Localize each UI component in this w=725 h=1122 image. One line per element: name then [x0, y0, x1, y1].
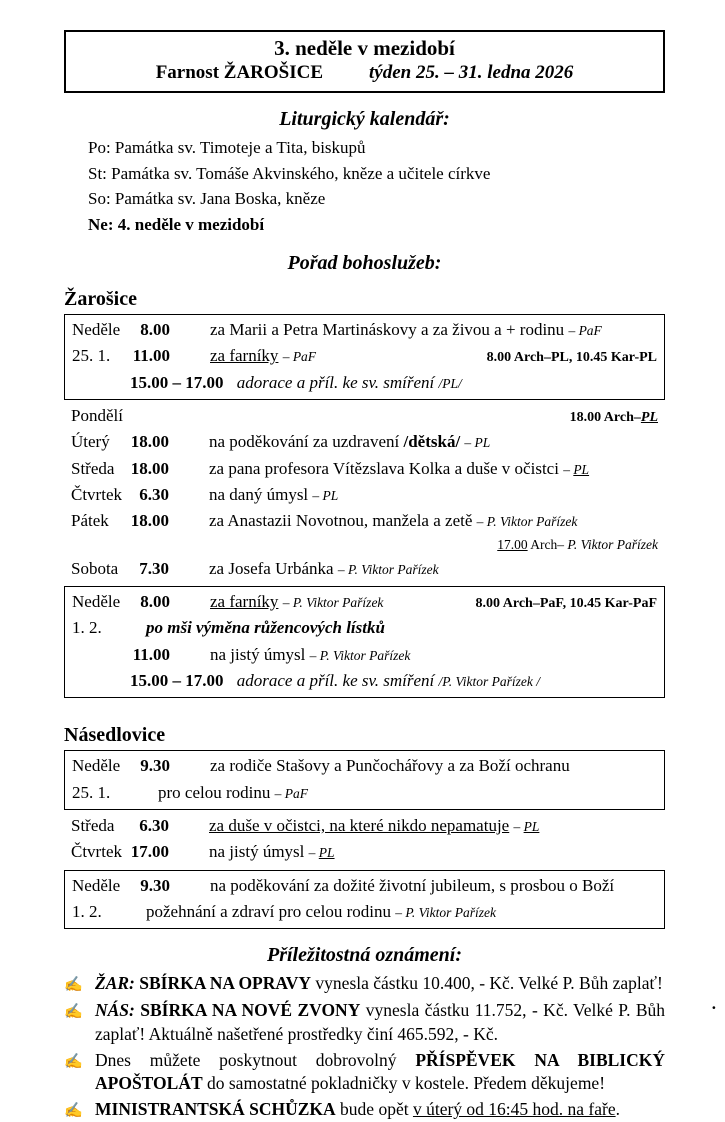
intention-text	[209, 508, 658, 534]
liturgical-item-so: So: Památka sv. Jana Boska, kněze	[88, 189, 326, 208]
side-masses-note: 8.00 Arch–PL, 10.45 Kar-PL	[486, 350, 657, 366]
announcement-rest: vynesla částku 11.752, - Kč. Velké P. Bůh zaplať! Aktuálně našetřené prostředky činí 465.592, - Kč.	[95, 1000, 666, 1044]
time-label: 18.00	[130, 511, 169, 531]
celebrant-note: – PaF	[568, 323, 602, 338]
intention: na poděkování za dožité životní jubileum, s prosbou o Boží	[210, 875, 615, 895]
writing-hand-icon: ✍	[64, 1103, 83, 1120]
intention-text	[130, 899, 657, 925]
liturgical-item-po: Po: Památka sv. Timoteje a Tita, biskupů	[88, 138, 366, 157]
schedule-row	[71, 813, 658, 839]
announcement-text	[95, 972, 665, 995]
adoration-row	[130, 668, 657, 694]
day-label: Neděle	[72, 756, 121, 776]
announcement-underlined: v úterý od 16:45 hod. na faře	[412, 1099, 616, 1120]
schedule-row	[72, 642, 657, 668]
schedule-row	[71, 556, 658, 582]
celebrant-note: – P. Viktor Pařízek	[476, 514, 578, 530]
time-label: 9.30	[140, 875, 170, 895]
intention-text	[209, 556, 658, 582]
announcement-title: SBÍRKA NA OPRAVY	[139, 973, 312, 994]
celebrant-note: – PaF	[274, 785, 308, 801]
intention-text	[210, 589, 466, 615]
time-label: 6.30	[139, 816, 169, 836]
intention: za farníky	[210, 346, 279, 366]
time-range: 15.00 – 17.00	[130, 671, 224, 691]
liturgical-item-st: St: Památka sv. Tomáše Akvinského, kněze a učitele církve	[88, 163, 491, 183]
celebrant-note: – PL	[464, 435, 491, 451]
celebrant-note: – PL	[308, 845, 335, 861]
celebrant-note: – P. Viktor Pařízek	[337, 561, 439, 577]
time-label: 8.00	[140, 320, 170, 339]
day-label: Úterý	[71, 432, 110, 452]
adoration-row	[130, 370, 657, 396]
time-label: 8.00	[140, 592, 170, 612]
intention: na jistý úmysl	[209, 842, 305, 862]
schedule-row	[72, 668, 657, 694]
priest-abbrev: PL	[640, 410, 658, 426]
day-label: Sobota	[71, 558, 119, 578]
schedule-row	[72, 873, 657, 899]
day-label: Pondělí	[71, 406, 123, 426]
intention-text	[210, 317, 657, 343]
corner-mark: .	[711, 994, 716, 1013]
celebrant-note: – P. Viktor Pařízek	[282, 595, 384, 611]
intention-text	[209, 456, 658, 482]
time-label: 11.00	[132, 644, 170, 664]
time-label: 6.30	[139, 485, 169, 505]
intention: za rodiče Stašovy a Punčochářovy a za Boží ochranu	[210, 756, 570, 776]
schedule-row	[72, 343, 657, 369]
writing-hand-icon: ✍	[64, 1053, 83, 1070]
parish-name: Farnost ŽAROŠICE	[155, 62, 324, 83]
zarosice-sunday1-box	[64, 314, 665, 400]
intention: za duše v očistci, na které nikdo nepamatuje	[209, 816, 510, 836]
announcement-item	[64, 1049, 665, 1096]
event-note	[130, 615, 657, 641]
zarosice-heading: Žarošice	[64, 288, 137, 310]
intention-text	[210, 873, 657, 899]
schedule-row	[72, 589, 657, 615]
intention: za farníky	[210, 592, 279, 612]
announcement-title: SBÍRKA NA NOVÉ ZVONY	[140, 1000, 361, 1021]
time-label: 9.30	[140, 756, 170, 776]
schedule-row	[72, 753, 657, 779]
intention-text	[130, 780, 657, 806]
announcement-tag: ŽAR:	[95, 973, 135, 994]
announcement-end: .	[615, 1099, 620, 1120]
celebrant-note: – PL	[563, 461, 590, 477]
intention: za Anastazii Novotnou, manžela a zetě	[209, 511, 473, 531]
nasedlovice-sunday1-box	[64, 750, 665, 810]
side-masses-note	[560, 407, 658, 429]
celebrant-note: – P. Viktor Pařízek	[395, 905, 496, 921]
time-label: 18.00	[130, 458, 169, 478]
week-range: týden 25. – 31. ledna 2026	[369, 62, 574, 83]
intention: za Marii a Petra Martináskovy a za živou a + rodinu	[210, 320, 565, 339]
schedule-row	[72, 899, 657, 925]
nasedlovice-heading: Násedlovice	[64, 724, 166, 747]
schedule-row	[72, 615, 657, 641]
day-label: Středa	[71, 816, 115, 836]
schedule-heading: Pořad bohoslužeb:	[287, 252, 442, 274]
intention: na jistý úmysl	[210, 644, 306, 664]
adoration-text: adorace a příl. ke sv. smíření	[236, 372, 435, 392]
day-label: Čtvrtek	[71, 842, 122, 862]
day-label: Středa	[71, 458, 115, 478]
schedule-row	[72, 370, 657, 396]
zarosice-sunday2-box	[64, 586, 665, 698]
time-label: 17.00	[130, 842, 169, 862]
schedule-row	[72, 780, 657, 806]
intention-text	[210, 343, 477, 369]
intention-text	[209, 429, 658, 455]
zarosice-weekdays	[64, 400, 665, 586]
announcement-pre: Dnes můžete poskytnout dobrovolný	[95, 1049, 416, 1070]
announcement-rest: vynesla částku 10.400, - Kč. Velké P. Bůh zaplať!	[315, 973, 663, 994]
day-label: Pátek	[71, 511, 109, 531]
day-label: 1. 2.	[72, 618, 102, 638]
announcements-heading: Příležitostná oznámení:	[266, 944, 463, 967]
celebrant-note: – P. Viktor Pařízek	[309, 647, 411, 663]
side-mass-text: 18.00 Arch–	[569, 410, 641, 426]
day-label: 1. 2.	[72, 902, 102, 922]
side-masses-note: 8.00 Arch–PaF, 10.45 Kar-PaF	[475, 596, 657, 612]
announcements-list	[64, 972, 665, 1122]
announcement-item	[64, 1098, 665, 1122]
day-label: Neděle	[72, 875, 121, 895]
schedule-row	[71, 508, 658, 534]
celebrant-note: /P. Viktor Pařízek /	[438, 674, 541, 690]
intention-text	[210, 642, 657, 668]
intention-bold: /dětská/	[403, 432, 461, 452]
celebrant-note: – PL	[312, 488, 339, 504]
intention: požehnání a zdraví pro celou rodinu	[146, 902, 391, 922]
intention-text	[209, 813, 658, 839]
schedule-row	[71, 482, 658, 508]
nasedlovice-sunday2-box	[64, 870, 665, 930]
nasedlovice-weekdays	[64, 810, 665, 870]
announcement-item	[64, 972, 665, 996]
day-label: Neděle	[72, 592, 121, 612]
liturgical-list	[88, 135, 665, 237]
announcement-rest: do samostatné pokladničky v kostele. Předem děkujeme!	[207, 1073, 606, 1094]
liturgical-heading: Liturgický kalendář:	[279, 108, 450, 130]
announcement-mid: bude opět	[340, 1099, 413, 1120]
announcement-tag: NÁS:	[95, 1000, 135, 1021]
schedule-row	[71, 839, 658, 865]
intention-text	[209, 839, 658, 865]
schedule-row	[71, 535, 658, 556]
writing-hand-icon: ✍	[64, 977, 83, 994]
liturgical-item-ne: Ne: 4. neděle v mezidobí	[88, 214, 265, 234]
intention: pro celou rodinu	[158, 782, 271, 802]
day-label: Čtvrtek	[71, 485, 122, 505]
announcement-title: MINISTRANTSKÁ SCHŮZKA	[95, 1099, 336, 1120]
time-label: 7.30	[139, 558, 169, 578]
intention: na poděkování za uzdravení	[209, 432, 400, 452]
schedule-row	[71, 456, 658, 482]
intention-text	[209, 482, 658, 508]
schedule-row	[71, 429, 658, 455]
adoration-text: adorace a příl. ke sv. smíření	[236, 671, 435, 691]
header-box	[64, 30, 665, 93]
page-title: 3. neděle v mezidobí	[274, 36, 455, 60]
time-label: 11.00	[132, 346, 170, 366]
time-label: 18.00	[130, 432, 169, 452]
celebrant-note: – PaF	[282, 349, 317, 365]
day-label: 25. 1.	[72, 782, 111, 802]
day-label: Neděle	[72, 320, 121, 339]
header-subtitle	[76, 62, 653, 84]
announcement-text	[95, 1049, 665, 1096]
celebrant-note: – PL	[513, 819, 540, 835]
announcement-text	[95, 1098, 665, 1121]
time-range: 15.00 – 17.00	[130, 372, 224, 392]
intention: za Josefa Urbánka	[209, 558, 334, 578]
celebrant-note: /PL/	[438, 375, 462, 391]
writing-hand-icon: ✍	[64, 1004, 83, 1021]
schedule-row	[71, 403, 658, 429]
schedule-row	[72, 317, 657, 343]
announcement-title: PŘÍSPĚVEK NA BIBLICKÝ APOŠTOLÁT	[95, 1049, 665, 1094]
announcement-text	[95, 999, 665, 1046]
intention: na daný úmysl	[209, 485, 309, 505]
day-label: 25. 1.	[72, 346, 111, 366]
rosary-exchange-note: po mši výměna růžencových lístků	[146, 618, 385, 638]
announcement-item	[64, 999, 665, 1046]
intention-text	[210, 753, 657, 779]
side-masses-note: 17.00 Arch– P. Viktor Pařízek	[497, 536, 658, 552]
intention: za pana profesora Vítězslava Kolka a duše v očistci	[209, 458, 559, 478]
